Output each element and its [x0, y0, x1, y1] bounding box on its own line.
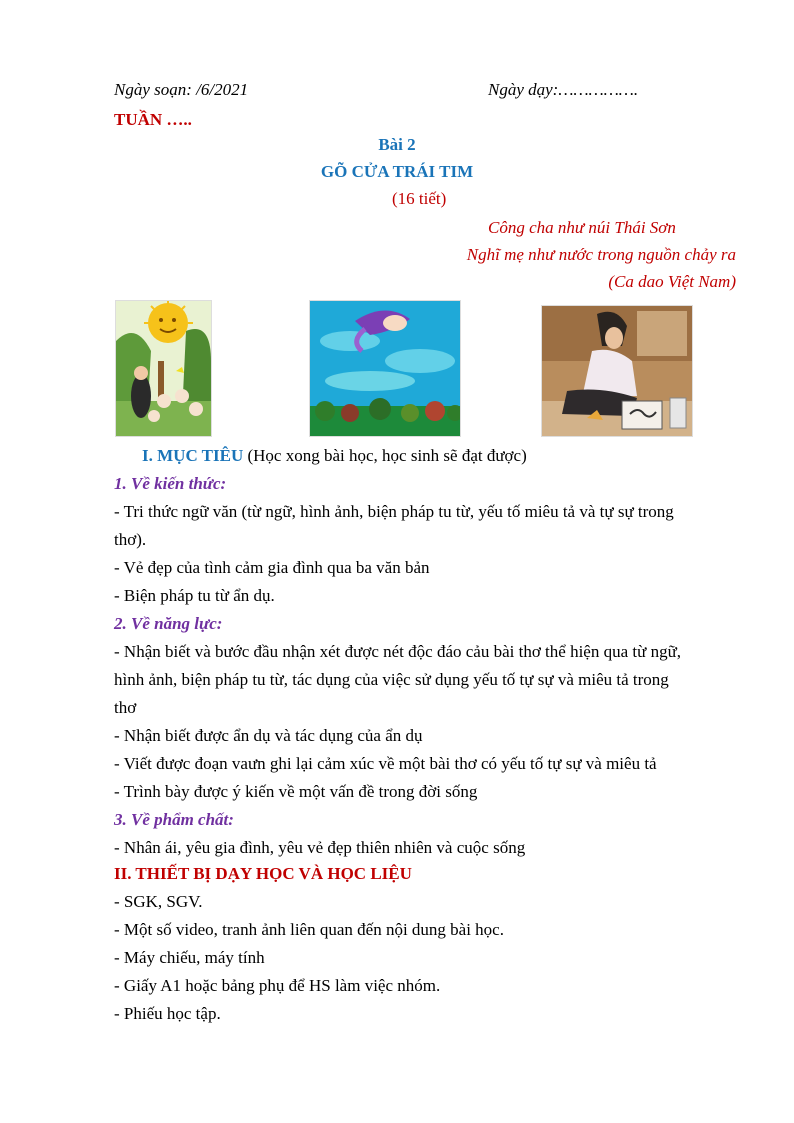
- teach-date: Ngày dạy:…………….: [488, 80, 639, 99]
- competence-item-1-cont2: thơ: [114, 698, 137, 717]
- qualities-heading: 3. Về phẩm chất:: [114, 810, 234, 829]
- knowledge-item-3: - Biện pháp tu từ ẩn dụ.: [114, 586, 275, 605]
- competence-item-3: - Viết được đoạn vaưn ghi lại cảm xúc về một bài thơ có yếu tố tự sự và miêu tả: [114, 754, 657, 773]
- equipment-item-2: - Một số video, tranh ảnh liên quan đến nội dung bài học.: [114, 920, 504, 939]
- epigraph-line-2: Nghĩ mẹ như nước trong nguồn chảy ra: [466, 245, 736, 264]
- illustration-painting-woman: [541, 305, 693, 437]
- competence-heading: 2. Về năng lực:: [114, 614, 223, 633]
- competence-item-1: - Nhận biết và bước đầu nhận xét được nét độc đáo cảu bài thơ thể hiện qua từ ngữ,: [114, 642, 682, 661]
- equipment-item-1: - SGK, SGV.: [114, 892, 203, 911]
- illustration-sky-woman: [309, 300, 461, 437]
- knowledge-item-2: - Vẻ đẹp của tình cảm gia đình qua ba văn bản: [114, 558, 430, 577]
- equipment-item-3: - Máy chiếu, máy tính: [114, 948, 265, 967]
- section1-heading-line: [142, 446, 527, 466]
- lesson-title: GÕ CỬA TRÁI TIM: [320, 162, 474, 181]
- knowledge-heading: 1. Về kiến thức:: [114, 474, 227, 493]
- lesson-number: Bài 2: [378, 135, 416, 154]
- section1-heading: I. MỤC TIÊU: [142, 446, 244, 465]
- prep-date: Ngày soạn: /6/2021: [114, 80, 249, 99]
- week-label: TUẦN …..: [114, 110, 192, 129]
- epigraph-source: (Ca dao Việt Nam): [608, 272, 736, 291]
- competence-item-2: - Nhận biết được ẩn dụ và tác dụng của ẩn dụ: [114, 726, 423, 745]
- competence-item-1-cont: hình ảnh, biện pháp tu từ, tác dụng của việc sử dụng yếu tố tự sự và miêu tả trong: [114, 670, 669, 689]
- equipment-item-4: - Giấy A1 hoặc bảng phụ để HS làm việc nhóm.: [114, 976, 441, 995]
- section2-heading: II. THIẾT BỊ DẠY HỌC VÀ HỌC LIỆU: [114, 864, 412, 883]
- knowledge-item-1-cont: thơ).: [114, 530, 147, 549]
- qualities-item-1: - Nhân ái, yêu gia đình, yêu vẻ đẹp thiên nhiên và cuộc sống: [114, 838, 526, 857]
- illustration-sun-family: [115, 300, 212, 437]
- lesson-periods: (16 tiết): [392, 189, 447, 208]
- section1-heading-note: (Học xong bài học, học sinh sẽ đạt được): [243, 446, 527, 465]
- knowledge-item-1: - Tri thức ngữ văn (từ ngữ, hình ảnh, biện pháp tu từ, yếu tố miêu tả và tự sự trong: [114, 502, 674, 521]
- competence-item-4: - Trình bày được ý kiến về một vấn đề trong đời sống: [114, 782, 478, 801]
- epigraph-line-1: Công cha như núi Thái Sơn: [488, 218, 676, 237]
- equipment-item-5: - Phiếu học tập.: [114, 1004, 221, 1023]
